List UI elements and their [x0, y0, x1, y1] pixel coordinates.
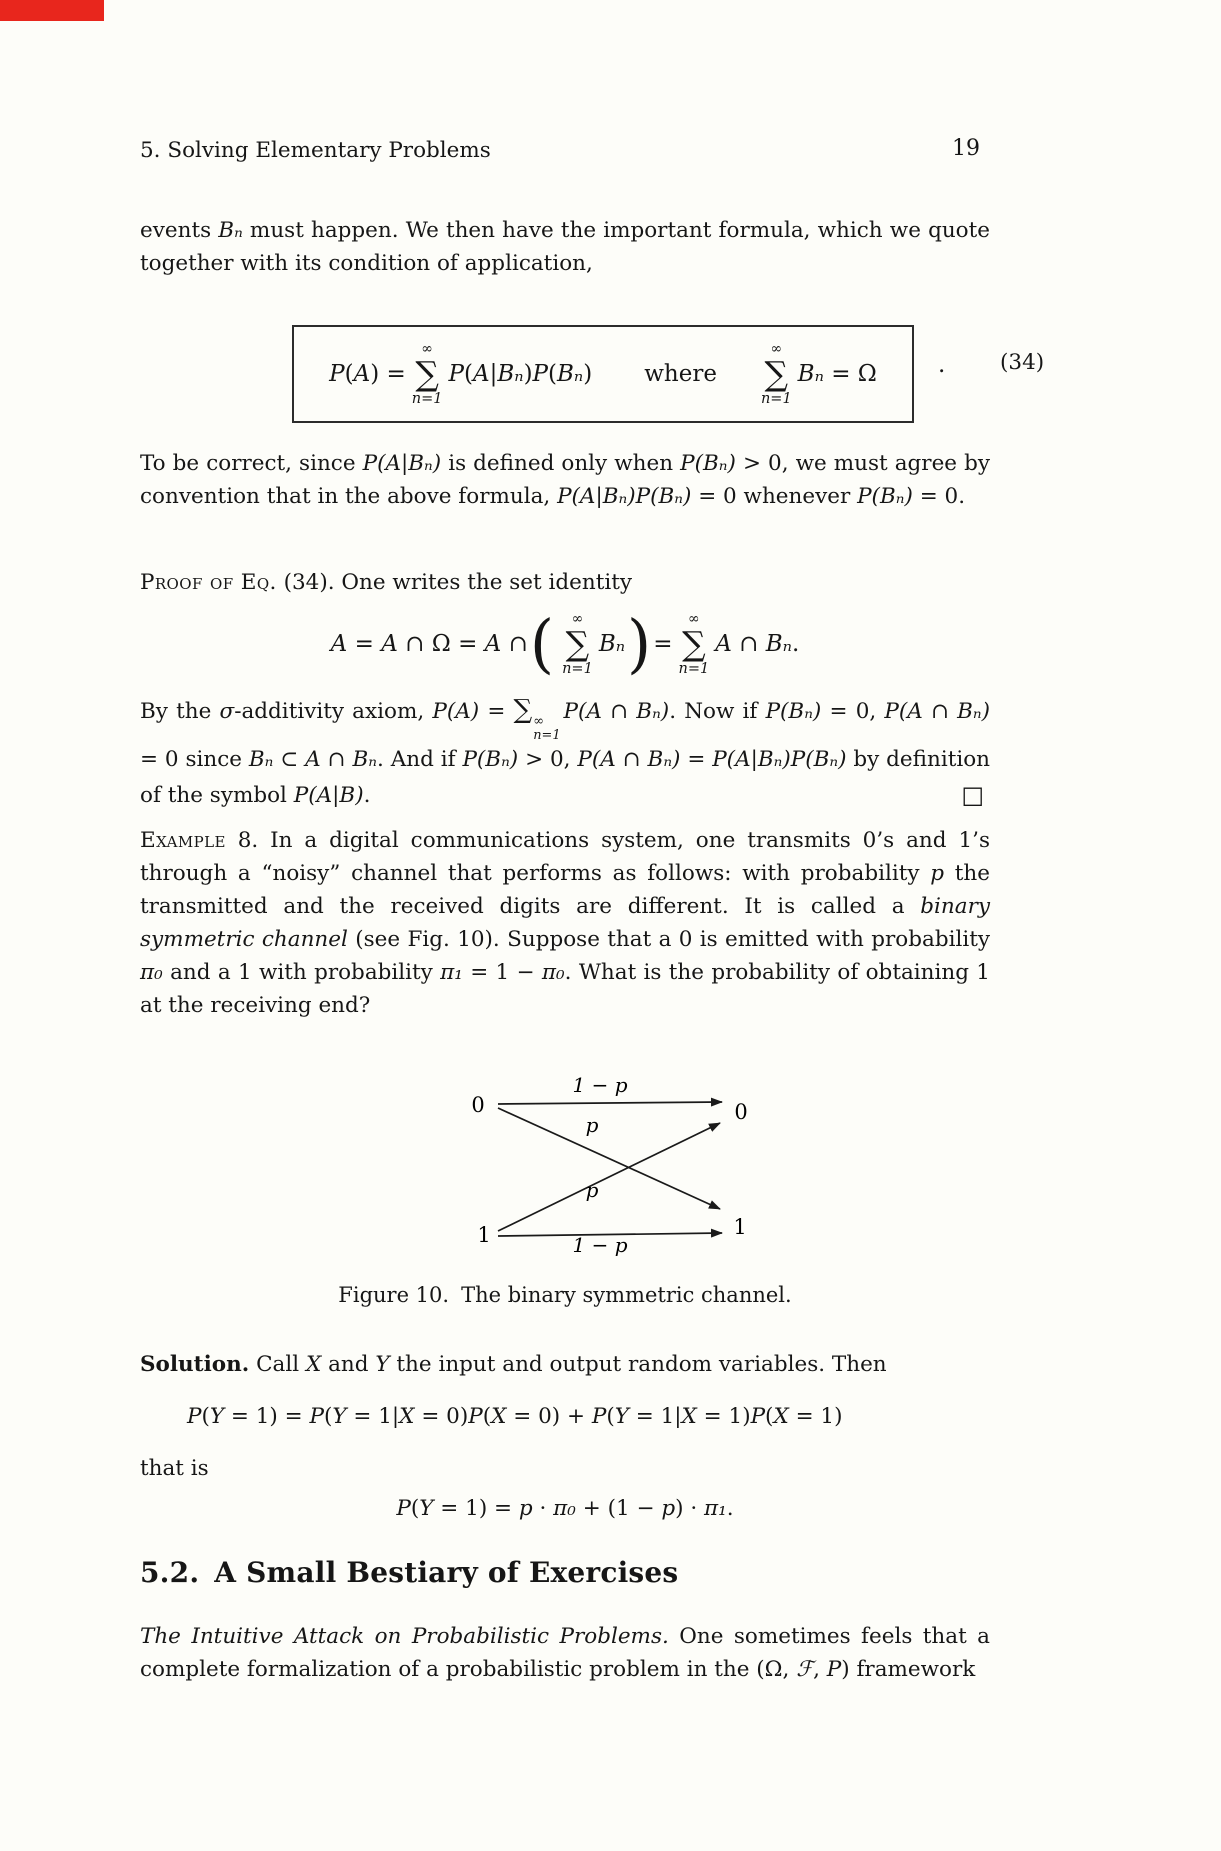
input-node-0: 0: [471, 1093, 485, 1117]
summation-symbol: [412, 342, 443, 407]
solution-equation-2: P(Y = 1) = p · π₀ + (1 − p) · π₁.: [396, 1496, 734, 1521]
edge-0-to-0: [498, 1102, 722, 1104]
solution-paragraph: Solution. Call X and Y the input and output random variables. Then: [140, 1352, 887, 1377]
equation-number-34: (34): [1000, 350, 1045, 375]
caption-text: The binary symmetric channel.: [461, 1283, 792, 1307]
sigma-icon: ∑: [764, 353, 789, 393]
summation-symbol: [761, 342, 792, 407]
section-number: 5.2.: [140, 1556, 200, 1589]
that-is-text: that is: [140, 1456, 209, 1481]
proof-body-paragraph: [140, 694, 990, 814]
formula-34-rhs: Bₙ = Ω: [797, 361, 877, 387]
sigma-icon: ∑: [682, 623, 706, 663]
proof-body-text: By the σ-additivity axiom, P(A) = ∑ ∞ n=1 P(A ∩ Bₙ). Now if P(Bₙ) = 0, P(A ∩ Bₙ) = 0 since Bₙ ⊂ A ∩ Bₙ. And if P(Bₙ) > 0, P(A ∩ Bₙ) = P(A|Bₙ)P(Bₙ) by definition of the symbol P(A|B).: [140, 695, 991, 809]
formula-34-where: where: [644, 361, 717, 387]
intro-paragraph: events Bₙ must happen. We then have the important formula, which we quote together with its condition of application,: [140, 218, 990, 276]
edge-0-to-1: [498, 1108, 720, 1209]
edge-label-top: 1 − p: [572, 1075, 628, 1097]
identity-mid: =: [653, 631, 673, 657]
proof-intro-text: (34). One writes the set identity: [276, 570, 633, 595]
sum-lower-limit: n=1: [562, 660, 593, 677]
caption-label: Figure 10.: [338, 1283, 450, 1307]
proof-intro: [140, 566, 990, 599]
output-node-0: 0: [734, 1100, 748, 1124]
sum-upper-limit: ∞: [770, 340, 783, 357]
identity-post: A ∩ Bₙ.: [715, 631, 800, 657]
input-node-1: 1: [477, 1223, 491, 1247]
summation-symbol: [562, 612, 593, 677]
summation-symbol: [679, 612, 710, 677]
convention-paragraph: To be correct, since P(A|Bₙ) is defined only when P(Bₙ) > 0, we must agree by convention that in the above formula, P(A|Bₙ)P(Bₙ) = 0 whenever P(Bₙ) = 0.: [140, 451, 990, 509]
example-8-paragraph: Example 8. In a digital communications system, one transmits 0’s and 1’s through a “noisy” channel that performs as follows: with probability p the transmitted and the received digits are different. It is called a binary symmetric channel (see Fig. 10). Suppose that a 0 is emitted with probability π₀ and a 1 with probability π₁ = 1 − π₀. What is the probability of obtaining 1 at the receiving end?: [140, 828, 990, 1018]
sum-lower-limit: n=1: [760, 390, 792, 407]
figure-10-caption: [140, 1283, 990, 1307]
identity-in-paren: Bₙ: [598, 631, 626, 657]
edge-label-lower-p: p: [585, 1178, 599, 1202]
sum-lower-limit: n=1: [411, 390, 443, 407]
sigma-icon: ∑: [565, 623, 590, 663]
set-identity-equation: [140, 600, 990, 688]
binary-symmetric-channel-svg: [440, 1075, 780, 1275]
closing-paragraph: The Intuitive Attack on Probabilistic Problems. One sometimes feels that a complete formalization of a probabilistic problem in the (Ω, ℱ, P) framework: [140, 1624, 990, 1682]
edge-label-upper-p: p: [585, 1113, 599, 1137]
sum-upper-limit: ∞: [688, 610, 700, 627]
close-paren: ): [627, 605, 652, 682]
section-5-2-heading: [140, 1556, 678, 1589]
scan-artifact-strip: [0, 0, 104, 21]
formula-34-period: .: [938, 352, 946, 378]
output-node-1: 1: [733, 1215, 747, 1239]
solution-equation-1: P(Y = 1) = P(Y = 1|X = 0)P(X = 0) + P(Y = 1|X = 1)P(X = 1): [187, 1404, 843, 1429]
formula-34-middle: P(A|Bₙ)P(Bₙ): [448, 361, 593, 387]
identity-pre: A = A ∩ Ω = A ∩: [330, 631, 528, 657]
sum-upper-limit: ∞: [571, 610, 584, 627]
formula-34-box: [292, 325, 914, 423]
qed-square-icon: □: [961, 781, 984, 810]
open-paren: (: [529, 605, 555, 682]
proof-label: Proof of Eq.: [140, 570, 277, 595]
sum-upper-limit: ∞: [421, 340, 433, 357]
sum-lower-limit: n=1: [678, 660, 710, 677]
running-head: 5. Solving Elementary Problems: [140, 138, 491, 163]
formula-34-lhs: P(A) =: [329, 361, 406, 387]
edge-label-bottom: 1 − p: [572, 1233, 628, 1257]
page-number: 19: [952, 136, 980, 161]
sigma-icon: ∑: [415, 353, 439, 393]
section-title: A Small Bestiary of Exercises: [214, 1556, 679, 1589]
figure-10-diagram: [440, 1075, 780, 1275]
edge-1-to-0: [498, 1123, 720, 1231]
